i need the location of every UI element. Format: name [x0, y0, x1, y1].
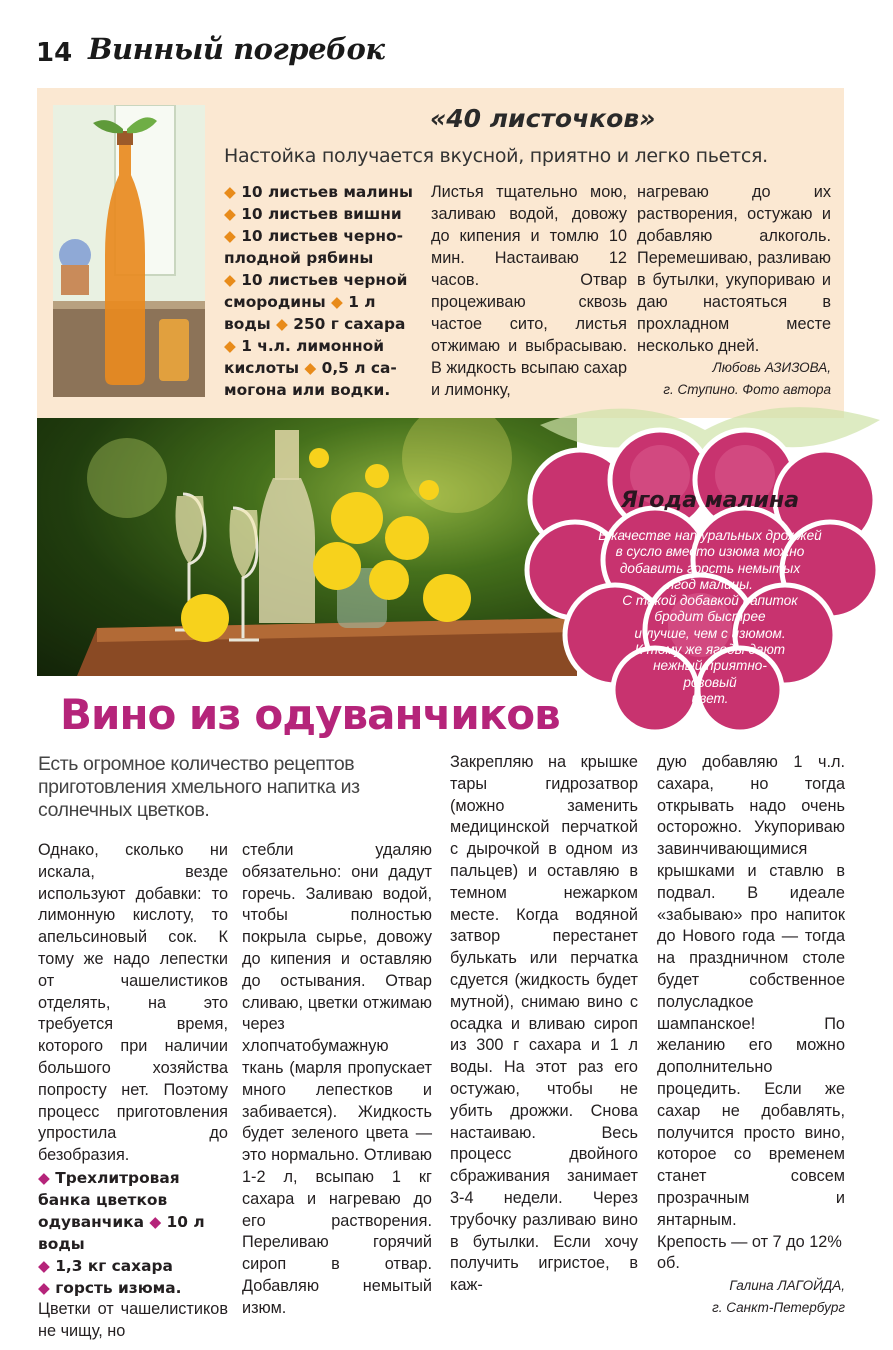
- dandelion-wine-photo: [37, 418, 577, 676]
- sidebar-title: Ягода малина: [620, 488, 800, 513]
- sidebar-text: В качестве натуральных дрожжей в сусло вместо изюма можно добавить горсть немытых ягод малины. С такой добавкой напиток бродит быстрее и лучше, чем с изюмом. К тому же ягоды дают нежный приятно- розовый цвет.: [598, 528, 822, 706]
- recipe1-lead: Настойка получается вкусной, приятно и легко пьется.: [224, 145, 768, 167]
- recipe2-ingredients: ◆ Трехлитровая банка цветков одуванчика ◆ 10 л воды ◆ 1,3 кг сахара ◆ горсть изюма.: [38, 1168, 205, 1297]
- recipe2-title: Вино из одуванчиков: [60, 690, 560, 739]
- recipe1-column-2: Листья тщательно мою, заливаю водой, довожу до кипения и томлю 10 мин. Настаиваю 12 часов. Отвар процеживаю сквозь частое сито, листья отжимаю и выбрасываю. В жидкость всыпаю сахар и лимонку,: [431, 183, 628, 399]
- page-number: 14: [36, 38, 73, 68]
- section-title: Винный погребок: [88, 32, 385, 66]
- recipe1-column-3: нагреваю до их растворения, остужаю и добавляю алкоголь. Перемешиваю, разливаю в бутылки, укупориваю и даю настояться в прохладном месте несколько дней. Любовь АЗИЗОВА, г. Ступино. Фото автора: [637, 181, 831, 401]
- recipe1-author-city: г. Ступино. Фото автора: [663, 382, 831, 397]
- recipe2-author: Галина ЛАГОЙДА,: [729, 1278, 845, 1294]
- recipe2-column-4: дую добавляю 1 ч.л. сахара, но тогда открывать надо очень осторожно. Укупориваю завинчивающимися крышками и ставлю в подвал. В идеале «забываю» про напиток до Нового года — тогда на праздничном столе будет собственное полусладкое шампанское! По желанию его можно дополнительно процедить. Если же сахар не добавлять, получится просто вино, которое со временем станет совсем прозрачным и янтарным. Крепость — от 7 до 12% об. Галина ЛАГОЙДА, г. Санкт-Петербург: [657, 752, 845, 1319]
- recipe1-author: Любовь АЗИЗОВА,: [712, 360, 831, 375]
- recipe2-column-3: Закрепляю на крышке тары гидрозатвор (можно заменить медицинской перчаткой с дырочкой в одном из пальцев) и оставляю в темном нежарком месте. Когда водяной затвор перестанет булькать или перчатка сдуется (жидкость будет мутной), снимаю вино с осадка и вливаю сироп из 300 г сахара и 1 л воды. На этот раз его остужаю, чтобы не убить дрожжи. Снова настаиваю. Весь процесс двойного сбраживания занимает 3-4 недели. Через трубочку разливаю вино в бутылки. Если хочу получить игристое, в каж-: [450, 753, 638, 1295]
- recipe2-column-2: стебли удаляю обязательно: они дадут горечь. Заливаю водой, чтобы полностью покрыла сырье, довожу до кипения и оставляю до остывания. Отвар сливаю, цветки отжимаю через хлопчатобумажную ткань (марля пропускает много лепестков и забивается). Жидкость будет зеленого цвета — это нормально. Отливаю 1-2 л, всыпаю 1 кг сахара и нагреваю до его растворения. Переливаю горячий сироп в отвар. Добавляю немытый изюм.: [242, 841, 432, 1317]
- recipe2-column-1: Однако, сколько ни искала, везде используют добавки: то лимонную кислоту, то апельсиновый сок. К тому же надо лепестки от чашелистиков отделять, на это требуется время, которого при наличии большого хозяйства попросту нет. Поэтому процесс приготовления упростила до безобразия. ◆ Трехлитровая банка цветков одуванчика ◆ 10 л воды ◆ 1,3 кг сахара ◆ горсть изюма. Цветки от чашелистиков не чищу, но: [38, 841, 228, 1340]
- recipe2-lead: Есть огромное количество рецептов приготовления хмельного напитка из солнечных цветков.: [38, 753, 360, 821]
- tincture-bottle-photo: [53, 105, 205, 397]
- recipe1-title: «40 листочков»: [430, 104, 656, 133]
- recipe2-author-city: г. Санкт-Петербург: [712, 1300, 845, 1316]
- recipe1-ingredients: ◆ 10 листьев малины ◆ 10 листьев вишни ◆ 10 листьев черно- плодной рябины ◆ 10 листьев черной смородины ◆ 1 л воды ◆ 250 г сахара ◆ 1 ч.л. лимонной кислоты ◆ 0,5 л са- могона или водки.: [224, 183, 413, 399]
